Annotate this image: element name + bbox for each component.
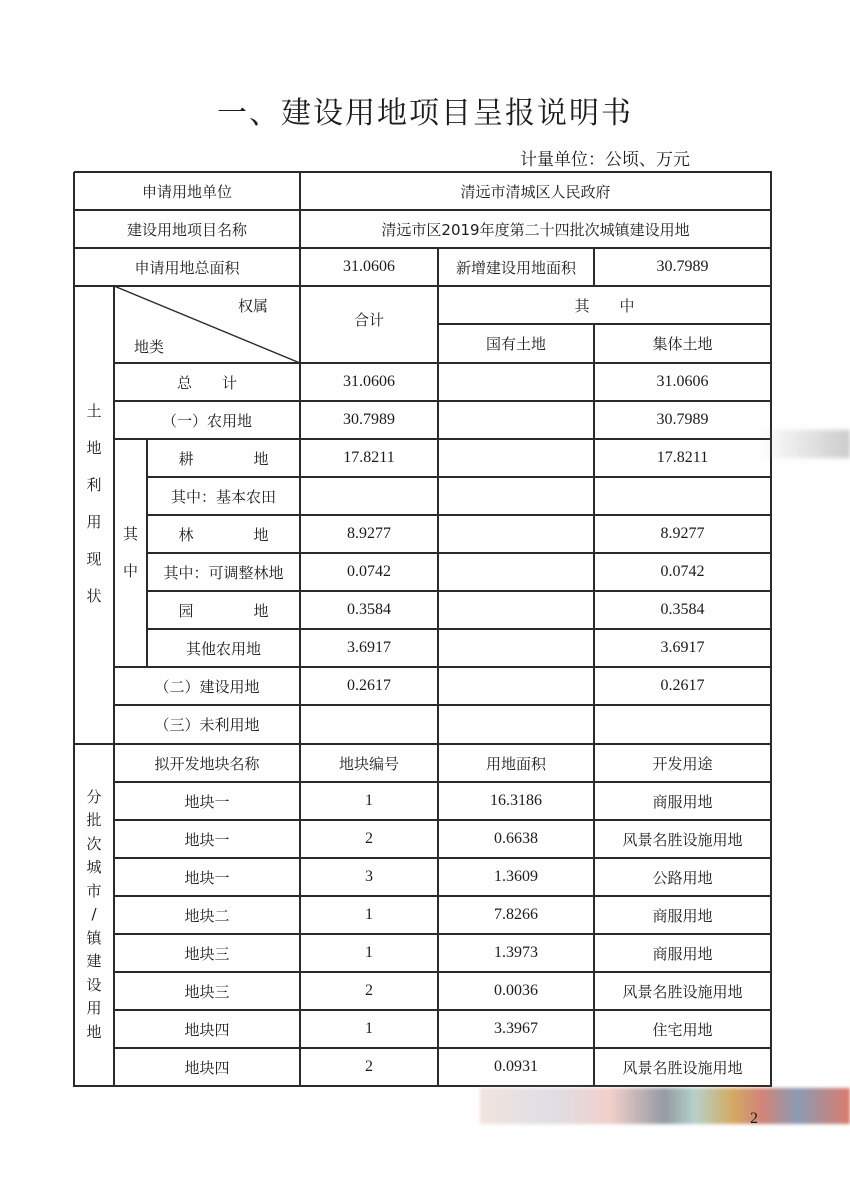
parcel-column-header: 地块编号	[338, 754, 399, 773]
parcel-use: 风景名胜设施用地	[622, 982, 743, 1001]
document-title: 一、建设用地项目呈报说明书	[217, 96, 633, 131]
table-rule	[74, 247, 772, 249]
table-rule	[114, 819, 772, 821]
land-collective-value: 0.2617	[660, 677, 705, 694]
table-rule	[147, 590, 772, 592]
table-rule	[74, 209, 772, 211]
land-state-value	[438, 439, 594, 477]
parcel-use: 商服用地	[652, 906, 713, 925]
vertical-char: 中	[122, 562, 138, 580]
table-rule	[114, 704, 772, 706]
land-state-value	[438, 629, 594, 667]
parcel-use: 公路用地	[652, 868, 713, 887]
total-area-label: 申请用地总面积	[134, 258, 240, 277]
land-collective-value: 0.3584	[660, 601, 705, 618]
table-rule	[593, 248, 595, 287]
vertical-char: 分	[86, 787, 102, 806]
vertical-char: 状	[86, 586, 102, 605]
parcel-name: 地块三	[184, 944, 230, 963]
section-label-parcels	[74, 744, 114, 1086]
project-name-label: 建设用地项目名称	[126, 220, 247, 239]
vertical-char: 建	[86, 952, 102, 971]
parcel-no: 1	[365, 1020, 373, 1037]
parcel-name: 地块三	[184, 982, 230, 1001]
table-rule	[299, 172, 301, 287]
table-rule	[147, 628, 772, 630]
total-area-value: 31.0606	[343, 258, 395, 275]
land-total-value: 0.2617	[347, 677, 391, 694]
vertical-char: 现	[86, 549, 102, 568]
table-rule	[74, 285, 772, 287]
parcel-area: 1.3609	[494, 868, 538, 885]
table-rule	[114, 895, 772, 897]
parcel-name: 地块二	[184, 906, 230, 925]
sub-group-label	[114, 439, 147, 667]
parcel-no: 1	[365, 792, 373, 809]
parcel-name: 地块一	[184, 792, 230, 811]
table-rule	[113, 286, 115, 1087]
table-rule	[147, 552, 772, 554]
table-rule	[74, 1085, 772, 1087]
parcel-use: 风景名胜设施用地	[622, 1058, 743, 1077]
land-type-name: （三）未利用地	[154, 716, 260, 734]
col-state-header: 国有土地	[485, 335, 546, 353]
scan-artifact	[760, 430, 850, 458]
table-rule	[114, 1047, 772, 1049]
applicant-label: 申请用地单位	[141, 182, 232, 201]
land-total-value: 30.7989	[343, 411, 395, 428]
land-state-value	[438, 363, 594, 401]
vertical-char: 市	[86, 881, 102, 900]
parcel-no: 2	[365, 830, 373, 847]
vertical-char: 用	[86, 512, 102, 531]
parcel-no: 2	[365, 982, 373, 999]
page-number: 2	[750, 1110, 758, 1127]
land-collective-value: 0.0742	[660, 563, 705, 580]
parcel-use: 商服用地	[652, 944, 713, 963]
table-rule	[114, 1009, 772, 1011]
diag-header-ownership: 权属	[237, 297, 268, 315]
table-rule	[73, 172, 75, 1087]
parcel-no: 1	[365, 906, 373, 923]
table-rule	[437, 248, 439, 287]
parcel-area: 1.3973	[494, 944, 538, 961]
applicant-value: 清远市清城区人民政府	[460, 182, 611, 201]
land-collective-value: 31.0606	[656, 373, 709, 390]
vertical-char: 次	[86, 834, 102, 853]
land-collective-value	[594, 705, 771, 744]
land-state-value	[438, 515, 594, 553]
land-total-value: 0.0742	[347, 563, 391, 580]
vertical-char: 利	[86, 475, 102, 494]
land-type-name: 耕 地	[178, 449, 269, 468]
parcel-name: 地块四	[184, 1020, 230, 1039]
land-state-value	[438, 553, 594, 591]
land-collective-value: 3.6917	[660, 639, 705, 656]
land-type-name: 园 地	[178, 601, 269, 620]
land-total-value	[300, 477, 438, 515]
section-label-land-use	[74, 376, 114, 631]
vertical-char: 批	[86, 811, 102, 830]
parcel-area: 0.0036	[494, 982, 538, 999]
land-type-name: 其中：基本农田	[170, 487, 276, 506]
vertical-char: 土	[86, 401, 102, 420]
scan-artifact	[480, 1088, 850, 1124]
parcel-no: 3	[365, 868, 373, 885]
land-total-value: 8.9277	[347, 525, 391, 542]
table-rule	[146, 439, 148, 668]
land-collective-value: 30.7989	[656, 411, 709, 428]
table-rule	[74, 743, 772, 745]
parcel-name: 地块四	[184, 1058, 230, 1077]
col-total-header: 合计	[353, 311, 384, 329]
table-rule	[114, 438, 772, 440]
parcel-area: 16.3186	[490, 792, 542, 809]
land-collective-value: 8.9277	[660, 525, 705, 542]
table-rule	[147, 514, 772, 516]
parcel-area: 0.6638	[494, 830, 538, 847]
vertical-char: 用	[86, 999, 102, 1018]
table-rule	[114, 933, 772, 935]
new-area-label: 新增建设用地面积	[455, 258, 576, 277]
vertical-char: 城	[86, 858, 102, 877]
land-collective-value: 17.8211	[656, 449, 709, 466]
vertical-char: /	[91, 905, 97, 924]
vertical-char: 镇	[86, 928, 102, 947]
parcel-no: 1	[365, 944, 373, 961]
table-rule	[147, 476, 772, 478]
table-rule	[114, 781, 772, 783]
land-type-name: （一）农用地	[161, 411, 252, 430]
land-total-value: 3.6917	[347, 639, 391, 656]
vertical-char: 地	[86, 438, 102, 457]
parcel-name: 地块一	[184, 830, 230, 849]
parcel-name: 地块一	[184, 868, 230, 887]
table-rule	[114, 400, 772, 402]
parcel-column-header: 用地面积	[485, 754, 546, 773]
parcel-use: 商服用地	[652, 792, 713, 811]
land-total-value: 31.0606	[343, 373, 395, 390]
table-rule	[438, 323, 772, 325]
land-state-value	[438, 667, 594, 705]
parcel-use: 住宅用地	[652, 1020, 713, 1039]
parcel-area: 3.3967	[494, 1020, 538, 1037]
land-state-value	[438, 477, 594, 515]
diagonal-divider	[114, 286, 300, 363]
table-rule	[299, 286, 301, 1087]
col-collective-header: 集体土地	[652, 335, 713, 353]
table-rule	[114, 362, 772, 364]
land-state-value	[438, 591, 594, 629]
table-rule	[114, 666, 772, 668]
vertical-char: 其	[122, 525, 138, 543]
table-rule	[437, 286, 439, 1087]
table-rule	[114, 971, 772, 973]
parcel-no: 2	[365, 1058, 373, 1075]
parcel-use: 风景名胜设施用地	[622, 830, 743, 849]
parcel-column-header: 开发用途	[652, 754, 713, 773]
table-rule	[114, 857, 772, 859]
table-rule	[74, 171, 772, 173]
land-type-name: （二）建设用地	[154, 677, 260, 696]
land-type-name: 其他农用地	[185, 639, 261, 658]
land-type-name: 林 地	[178, 525, 269, 544]
land-total-value	[300, 705, 438, 744]
vertical-char: 设	[86, 975, 102, 994]
measurement-unit: 计量单位：公顷、万元	[520, 150, 690, 170]
land-collective-value	[594, 477, 771, 515]
col-among-header: 其 中	[574, 296, 635, 315]
land-type-name: 其中：可调整林地	[163, 563, 284, 582]
project-name-value: 清远市区2019年度第二十四批次城镇建设用地	[381, 220, 690, 239]
new-area-value: 30.7989	[656, 258, 709, 275]
land-state-value	[438, 705, 594, 744]
parcel-area: 7.8266	[494, 906, 538, 923]
vertical-char: 地	[86, 1022, 102, 1041]
land-state-value	[438, 401, 594, 439]
land-total-value: 0.3584	[347, 601, 391, 618]
parcel-area: 0.0931	[494, 1058, 538, 1075]
land-type-name: 总 计	[176, 373, 237, 392]
land-total-value: 17.8211	[343, 449, 395, 466]
diag-header-landtype: 地类	[134, 337, 165, 356]
parcel-column-header: 拟开发地块名称	[154, 754, 260, 773]
